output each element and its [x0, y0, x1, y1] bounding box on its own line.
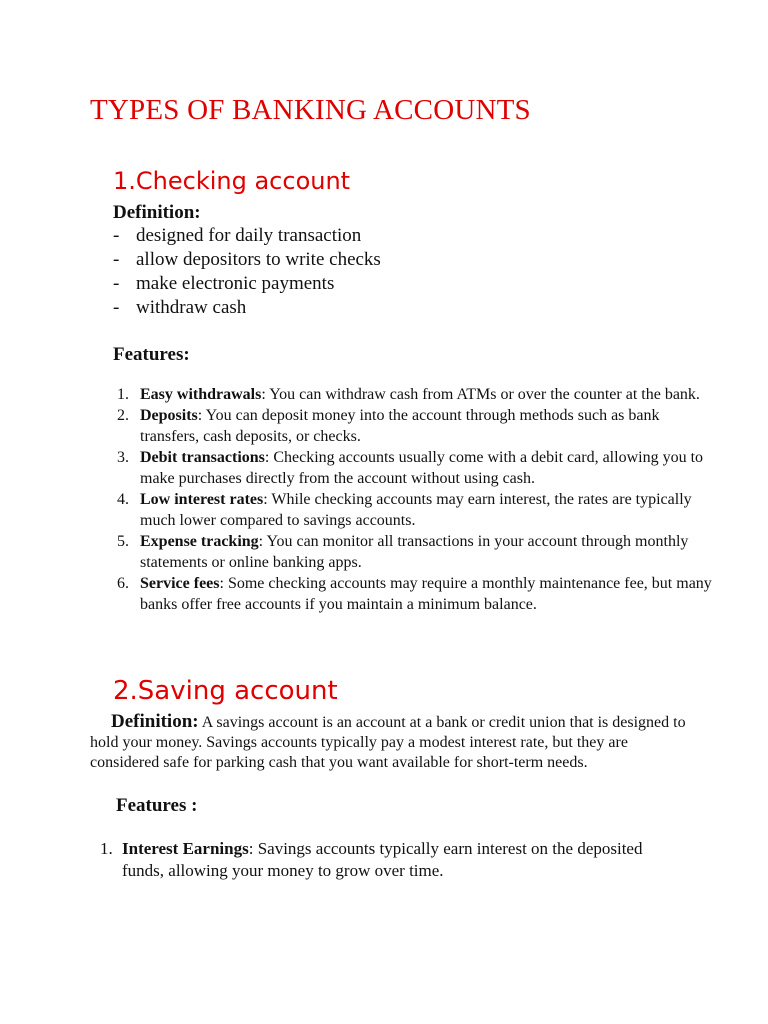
- list-item: 6. Service fees: Some checking accounts may require a monthly maintenance fee, but many banks offer free accounts if you maintain a minimum balance.: [117, 575, 712, 613]
- list-item: 3. Debit transactions: Checking accounts usually come with a debit card, allowing you to make purchases directly from the account without using cash.: [117, 449, 704, 487]
- list-item: - withdraw cash: [113, 297, 247, 318]
- list-item: - designed for daily transaction: [113, 225, 362, 246]
- list-item: 1. Interest Earnings: Savings accounts typically earn interest on the deposited funds, allowing your money to grow over time.: [100, 839, 643, 880]
- section-heading-checking: 1.Checking account: [113, 167, 351, 195]
- list-item: 4. Low interest rates: While checking accounts may earn interest, the rates are typically much lower compared to savings accounts.: [117, 491, 692, 529]
- definition-label-checking: Definition:: [113, 202, 201, 223]
- definition-list-checking: [113, 224, 381, 320]
- list-item: 5. Expense tracking: You can monitor all transactions in your account through monthly statements or online banking apps.: [117, 533, 689, 571]
- list-item: 1. Easy withdrawals: You can withdraw cash from ATMs or over the counter at the bank.: [117, 386, 700, 403]
- page-title: TYPES OF BANKING ACCOUNTS: [90, 94, 531, 126]
- features-label-saving: Features :: [116, 795, 198, 816]
- section-heading-saving: 2.Saving account: [113, 676, 338, 706]
- list-item: - make electronic payments: [113, 273, 335, 294]
- features-list-saving: [96, 838, 676, 882]
- features-label-checking: Features:: [113, 344, 190, 365]
- list-item: - allow depositors to write checks: [113, 249, 381, 270]
- list-item: 2. Deposits: You can deposit money into the account through methods such as bank transfers, cash deposits, or checks.: [117, 407, 660, 445]
- definition-paragraph-saving: Definition: A savings account is an account at a bank or credit union that is designed to hold your money. Savings accounts typically pay a modest interest rate, but they are considered safe for parking cash that you want available for short-term needs.: [90, 711, 686, 771]
- definition-label-saving: Definition:: [111, 711, 199, 732]
- features-list-checking: [113, 384, 713, 615]
